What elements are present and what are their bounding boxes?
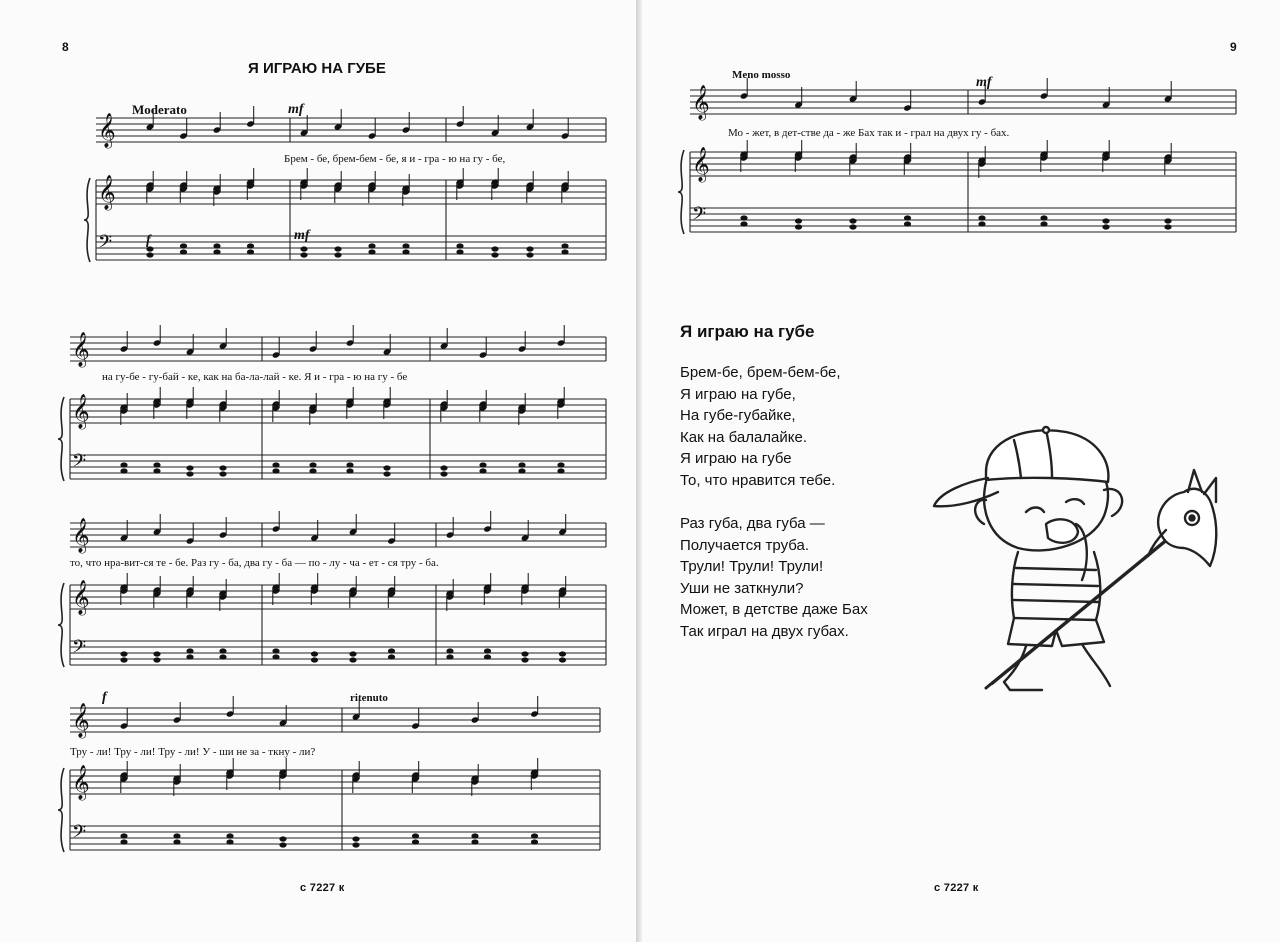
notehead: [213, 243, 220, 248]
notehead: [309, 468, 316, 473]
notehead: [795, 224, 802, 229]
notehead: [1102, 224, 1109, 229]
notehead: [173, 839, 180, 844]
notehead: [521, 651, 528, 656]
notehead: [795, 218, 802, 223]
notehead: [120, 839, 127, 844]
poem-line: Так играл на двух губах.: [680, 622, 849, 640]
notehead: [180, 249, 187, 254]
notehead: [978, 221, 985, 226]
brace: [58, 397, 64, 481]
notehead: [120, 468, 127, 473]
treble-clef: 𝄞: [98, 175, 116, 210]
notehead: [491, 246, 498, 251]
notehead: [219, 654, 226, 659]
notehead: [153, 462, 160, 467]
page-number-right: 9: [1230, 40, 1237, 54]
notehead: [346, 468, 353, 473]
treble-clef: 𝄞: [692, 147, 710, 182]
poem-line: Может, в детстве даже Бах: [680, 601, 868, 618]
treble-clef: 𝄞: [98, 113, 116, 148]
notehead: [526, 246, 533, 251]
notehead: [740, 221, 747, 226]
bass-clef: 𝄢: [72, 822, 87, 847]
dynamic-f-system-4: f: [102, 690, 107, 705]
notehead: [311, 651, 318, 656]
notehead: [368, 243, 375, 248]
notehead: [173, 833, 180, 838]
notehead: [153, 651, 160, 656]
brace: [84, 178, 90, 262]
notehead: [247, 249, 254, 254]
left-page: [0, 0, 636, 942]
dynamic-mf-right: mf: [976, 75, 992, 90]
notehead: [531, 839, 538, 844]
footer-left: с 7227 к: [300, 882, 345, 894]
notehead: [849, 218, 856, 223]
notehead: [186, 471, 193, 476]
notehead: [120, 651, 127, 656]
notehead: [531, 833, 538, 838]
notehead: [388, 648, 395, 653]
poem-stanza-2: [680, 513, 868, 642]
dynamic-mf-piano: mf: [294, 228, 310, 243]
notehead: [120, 462, 127, 467]
notehead: [368, 249, 375, 254]
boy-with-hobby-horse-illustration: [926, 420, 1226, 710]
notehead: [471, 833, 478, 838]
notehead: [904, 221, 911, 226]
notehead: [120, 833, 127, 838]
bass-clef: 𝄢: [98, 232, 113, 257]
notehead: [559, 657, 566, 662]
notehead: [402, 243, 409, 248]
notehead: [153, 468, 160, 473]
notehead: [484, 648, 491, 653]
notehead: [446, 648, 453, 653]
notehead: [484, 654, 491, 659]
notehead: [247, 243, 254, 248]
staff-system-right: [678, 78, 1236, 234]
notehead: [311, 657, 318, 662]
notehead: [279, 836, 286, 841]
poem-line: Уши не заткнули?: [680, 579, 804, 597]
brace: [58, 583, 64, 667]
notehead: [219, 471, 226, 476]
notehead: [479, 468, 486, 473]
notehead: [349, 657, 356, 662]
notehead: [526, 252, 533, 257]
notehead: [479, 462, 486, 467]
brace: [58, 768, 64, 852]
dynamic-mf-voice: mf: [288, 102, 304, 117]
treble-clef: 𝄞: [72, 332, 90, 367]
notehead: [561, 249, 568, 254]
notehead: [412, 839, 419, 844]
notehead: [219, 465, 226, 470]
lyrics-line-2: на гу-бе - гу-бай - ке, как на ба-ла-лай - ке. Я и - гра - ю на гу - бе: [102, 371, 408, 383]
notehead: [1040, 215, 1047, 220]
notehead: [300, 246, 307, 251]
notehead: [120, 657, 127, 662]
notehead: [978, 215, 985, 220]
notehead: [226, 839, 233, 844]
notehead: [186, 648, 193, 653]
tempo-ritenuto: ritenuto: [350, 692, 388, 704]
notehead: [1164, 218, 1171, 223]
notehead: [557, 468, 564, 473]
tempo-moderato: Moderato: [132, 102, 187, 117]
notehead: [491, 252, 498, 257]
notehead: [219, 648, 226, 653]
notehead: [272, 468, 279, 473]
lyrics-line-3: то, что нра-вит-ся те - бе. Раз гу - ба, два гу - ба — по - лу - ча - ет - ся тру - ба.: [70, 557, 439, 569]
notehead: [272, 648, 279, 653]
lyrics-line-1: Брем - бе, брем-бем - бе, я и - гра - ю на гу - бе,: [284, 153, 506, 165]
poem-stanza-1: [680, 362, 841, 491]
bass-clef: 𝄢: [692, 204, 707, 229]
treble-clef: 𝄞: [72, 394, 90, 429]
lyrics-line-4: Тру - ли! Тру - ли! Тру - ли! У - ши не за - ткну - ли?: [70, 746, 316, 758]
notehead: [153, 657, 160, 662]
song-title: Я ИГРАЮ НА ГУБЕ: [248, 60, 386, 77]
brace: [678, 150, 684, 234]
notehead: [518, 468, 525, 473]
notehead: [402, 249, 409, 254]
notehead: [561, 243, 568, 248]
notehead: [446, 654, 453, 659]
notehead: [456, 249, 463, 254]
treble-clef: 𝄞: [692, 85, 710, 120]
notehead: [186, 465, 193, 470]
tempo-meno-mosso: Meno mosso: [732, 69, 791, 81]
notehead: [1102, 218, 1109, 223]
notehead: [213, 249, 220, 254]
dynamic-f-piano: f: [146, 233, 151, 248]
treble-clef: 𝄞: [72, 580, 90, 615]
notehead: [904, 215, 911, 220]
poem-line: На губе-губайке,: [680, 407, 796, 424]
treble-clef: 𝄞: [72, 518, 90, 553]
notehead: [180, 243, 187, 248]
notehead: [440, 471, 447, 476]
treble-clef: 𝄞: [72, 703, 90, 738]
notehead: [334, 246, 341, 251]
notehead: [521, 657, 528, 662]
bass-clef: 𝄢: [72, 451, 87, 476]
notehead: [518, 462, 525, 467]
treble-clef: 𝄞: [72, 765, 90, 800]
notehead: [383, 465, 390, 470]
notehead: [352, 836, 359, 841]
poem-line: Как на балалайке.: [680, 428, 808, 446]
notehead: [849, 224, 856, 229]
notehead: [471, 839, 478, 844]
notehead: [186, 654, 193, 659]
notehead: [559, 651, 566, 656]
notehead: [352, 842, 359, 847]
notehead: [279, 842, 286, 847]
notehead: [309, 462, 316, 467]
notehead: [1164, 224, 1171, 229]
notehead: [412, 833, 419, 838]
notehead: [334, 252, 341, 257]
notehead: [383, 471, 390, 476]
notehead: [146, 252, 153, 257]
notehead: [388, 654, 395, 659]
score-left: [0, 0, 636, 942]
poem-line: Брем-бе, брем-бем-бе,: [680, 364, 841, 381]
poem-line: Я играю на губе: [680, 450, 792, 467]
notehead: [272, 462, 279, 467]
page-number-left: 8: [62, 40, 69, 54]
poem-line: То, что нравится тебе.: [680, 471, 836, 489]
notehead: [557, 462, 564, 467]
lyrics-right: Мо - жет, в дет-стве да - же Бах так и - грал на двух гу - бах.: [728, 127, 1010, 139]
notehead: [1040, 221, 1047, 226]
poem-line: Раз губа, два губа —: [680, 515, 825, 532]
poem-line: Я играю на губе,: [680, 385, 796, 403]
notehead: [740, 215, 747, 220]
notehead: [226, 833, 233, 838]
footer-right: с 7227 к: [934, 882, 979, 894]
poem-line: Получается труба.: [680, 536, 810, 554]
staff-systems: [58, 106, 606, 852]
poem-line: Трули! Трули! Трули!: [680, 558, 824, 575]
bass-clef: 𝄢: [72, 637, 87, 662]
notehead: [300, 252, 307, 257]
notehead: [456, 243, 463, 248]
notehead: [440, 465, 447, 470]
notehead: [272, 654, 279, 659]
notehead: [349, 651, 356, 656]
notehead: [346, 462, 353, 467]
poem-title: Я играю на губе: [680, 322, 815, 341]
